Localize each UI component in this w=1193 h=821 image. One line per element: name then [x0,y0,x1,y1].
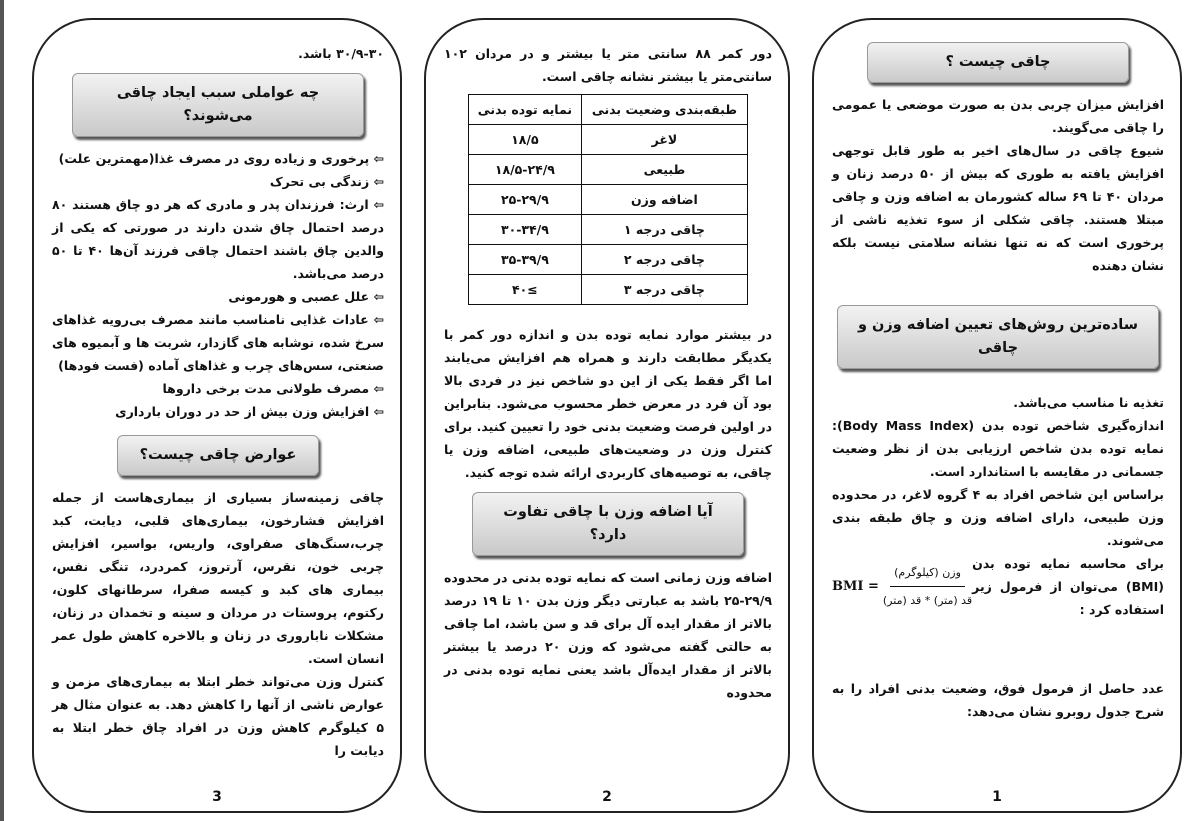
table-header: نمایه توده بدنی [469,95,582,125]
table-row [469,275,748,305]
waist-paragraph: دور کمر ۸۸ سانتی متر یا بیشتر و در مردان ۱۰۲ سانتی‌متر یا بیشتر نشانه چاقی است. [444,46,772,84]
table-row [469,245,748,275]
panel-1-content [832,42,1164,723]
bmi-waist-paragraph: در بیشتر موارد نمایه توده بدن و اندازه دور کمر با یکدیگر مطابقت دارند و همراه هم افزایش می‌یابند اما اگر فقط یکی از این دو شاخص نیز در فردی بالا بود آن فرد در معرض خطر محسوب می‌شود. بنابراین در اولین فرصت وضعیت بدنی خود را تعیین کنید. برای کنترل وزن در وضعیت‌های طبیعی، اضافه وزن یا چاقی، به توصیه‌های کاربردی ارائه شده توجه کنید. [444,327,772,480]
overweight-vs-obesity-heading: آیا اضافه وزن با چاقی تفاوت دارد؟ [472,492,744,556]
cause-item: ⇦ ارث: فرزندان پدر و مادری که هر دو چاق هستند ۸۰ درصد احتمال چاق شدن دارند در صورتی که یکی از والدین چاق باشند احتمال چاقی فرزند آن‌ها ۴۰ تا ۵۰ درصد می‌باشد. [52,193,384,285]
table-row [469,155,748,185]
table-cell: ۱۸/۵-۲۴/۹ [469,155,582,185]
methods-heading: ساده‌ترین روش‌های تعیین اضافه وزن و چاقی [837,305,1159,369]
complications-paragraph: چاقی زمینه‌ساز بسیاری از بیماری‌هاست از جمله افزایش فشارخون، بیماری‌های قلبی، دیابت، کبد چرب،سنگ‌های صفراوی، واریس، بواسیر، افزایش چربی خون، نقرس، آرتروز، کمردرد، تنگی نفس، بیماری های کبد و کیسه صفرا، سرطانهای کلون، رکتوم، پروستات در مردان و سینه و تخمدان در زنان، مشکلات ناباروری در زنان و بالاخره کاهش طول عمر انسان است. [52,490,384,666]
table-cell: چاقی درجه ۲ [581,245,747,275]
table-cell: ۱۸/۵ [469,125,582,155]
bmi-calc-paragraph: برای محاسبه نمایه توده بدن (BMI) می‌توان از فرمول زیر استفاده کرد : [972,556,1164,617]
what-is-obesity-heading: چاقی چیست ؟ [867,42,1129,83]
formula-numerator: وزن (کیلوگرم) [890,561,965,587]
left-edge-border [0,0,4,821]
table-row [469,215,748,245]
cause-item: ⇦ علل عصبی و هورمونی [52,285,384,308]
panel-page-1 [812,18,1182,813]
bmi-formula-row [832,552,1164,621]
bmi-table [468,94,748,305]
causes-list [52,147,384,423]
nutrition-text: تغذیه نا مناسب می‌باشد. [1013,395,1164,410]
bmi-formula [832,561,972,612]
table-cell: ۲۵-۲۹/۹ [469,185,582,215]
table-cell: طبیعی [581,155,747,185]
table-cell: اضافه وزن [581,185,747,215]
table-cell: ۳۵-۳۹/۹ [469,245,582,275]
weight-control-paragraph: کنترل وزن می‌تواند خطر ابتلا به بیماری‌های مزمن و عوارض ناشی از آنها را کاهش دهد. به عنوان مثال هر ۵ کیلوگرم کاهش وزن در افراد چاق خطر ابتلا به دیابت را [52,674,384,758]
page-number: 3 [212,789,222,805]
result-paragraph: عدد حاصل از فرمول فوق، وضعیت بدنی افراد را به شرح جدول روبرو نشان می‌دهد: [832,681,1164,719]
definition-paragraph: افزایش میزان چربی بدن به صورت موضعی یا عمومی را چاقی می‌گویند. [832,97,1164,135]
cause-item: ⇦ افزایش وزن بیش از حد در دوران بارداری [52,400,384,423]
panel-3-content [52,42,384,762]
table-cell: لاغر [581,125,747,155]
continuation-text: ۳۰/۹-۳۰ باشد. [298,46,384,61]
table-cell: چاقی درجه ۱ [581,215,747,245]
cause-item: ⇦ زندگی بی تحرک [52,170,384,193]
panel-page-3 [32,18,402,813]
causes-heading: چه عواملی سبب ایجاد چاقی می‌شوند؟ [72,73,364,137]
table-cell: چاقی درجه ۳ [581,275,747,305]
cause-item: ⇦ مصرف طولانی مدت برخی داروها [52,377,384,400]
panel-2-content [444,42,772,704]
table-row [469,125,748,155]
panel-page-2 [424,18,790,813]
table-cell: ≥۴۰ [469,275,582,305]
page-number: 1 [992,789,1002,805]
page-number: 2 [602,789,612,805]
table-header: طبقه‌بندی وضعیت بدنی [581,95,747,125]
cause-item: ⇦ پرخوری و زیاده روی در مصرف غذا(مهمترین علت) [52,147,384,170]
formula-denominator: قد (متر) * قد (متر) [882,594,973,607]
bmi-groups-paragraph: براساس این شاخص افراد به ۴ گروه لاغر، در محدوده وزن طبیعی، دارای اضافه وزن و چاق طبقه بندی می‌شوند. [832,487,1164,548]
overweight-paragraph: اضافه وزن زمانی است که نمایه توده بدنی در محدوده ۲۹/۹-۲۵ باشد به عبارتی دیگر وزن بدن ۱۰ تا ۱۹ درصد بالاتر از مقدار ایده آل برای قد و سن باشد، اما چاقی به حالتی گفته می‌شود که وزن ۲۰ درصد یا بیشتر بالاتر از مقدار ایده‌آل باشد یعنی نمایه توده بدنی در محدوده [443,570,772,700]
table-header-row [469,95,748,125]
formula-fraction [883,561,972,612]
bmi-definition-paragraph: اندازه‌گیری شاخص توده بدن (Body Mass Index): نمایه توده بدن شاخص ارزیابی بدن از نظر وضعیت جسمانی در مقایسه با استاندارد است. [832,418,1164,479]
table-cell: ۳۰-۳۴/۹ [469,215,582,245]
table-row [469,185,748,215]
complications-heading: عوارض چاقی چیست؟ [117,435,319,476]
prevalence-paragraph: شیوع چاقی در سال‌های اخیر به طور قابل توجهی افزایش یافته به طوری که بیش از ۵۰ درصد زنان و مردان ۴۰ تا ۶۹ ساله کشورمان به اضافه وزن و چاقی مبتلا هستند. چاقی شکلی از سوء تغذیه ناشی از پرخوری است که نه تنها نشانه سلامتی نیست بلکه نشان دهنده [832,143,1164,273]
formula-lhs: BMI = [832,579,879,594]
cause-item: ⇦ عادات غذایی نامناسب مانند مصرف بی‌رویه غذاهای سرخ شده، نوشابه های گازدار، شربت ها و آبمیوه های صنعتی، سس‌های چرب و غذاهای آماده (فست فودها) [52,308,384,377]
